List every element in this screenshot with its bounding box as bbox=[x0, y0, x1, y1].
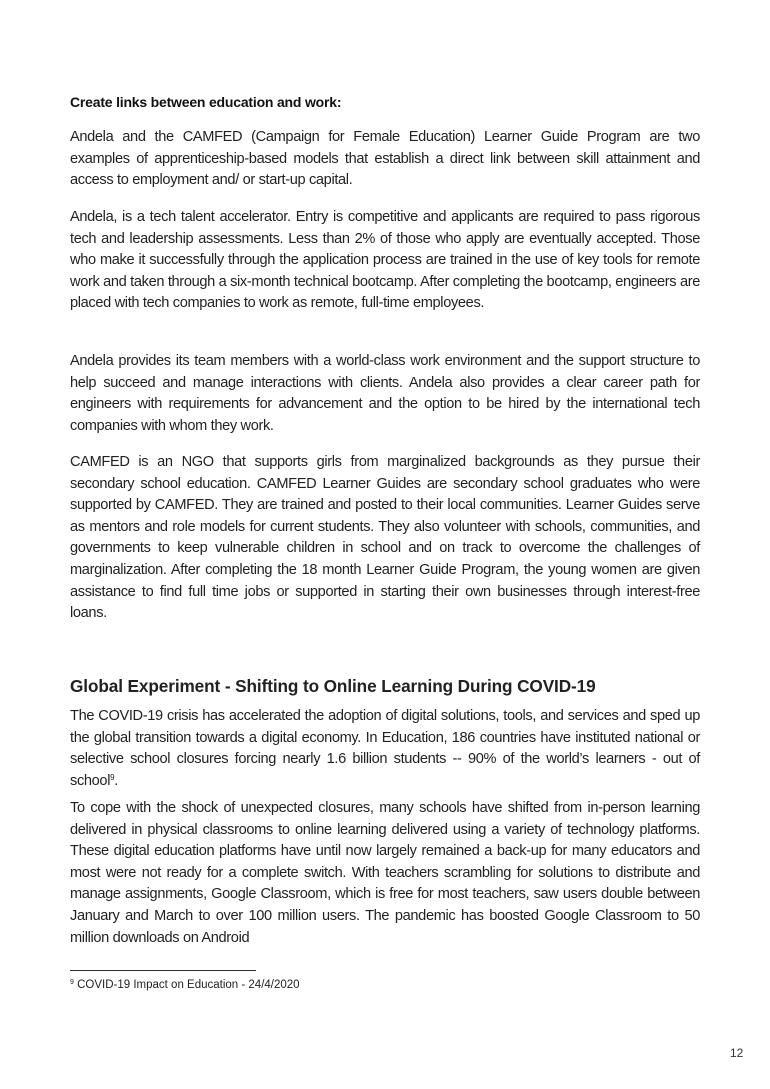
page-number: 12 bbox=[730, 1046, 744, 1060]
footnote-separator bbox=[70, 970, 256, 971]
paragraph-andela-environment: Andela provides its team members with a world-class work environment and the support structure to help succeed and manage interactions with clients. Andela also provides a clear career path for engineers with requirements for advancement and the option to be hired by the international tech companies with whom they work. bbox=[70, 353, 700, 434]
paragraph-covid-crisis bbox=[70, 706, 700, 792]
footnote-marker: 9 bbox=[70, 979, 74, 986]
section-heading-global-experiment: Global Experiment - Shifting to Online Learning During COVID-19 bbox=[70, 676, 596, 696]
paragraph-andela-accelerator: Andela, is a tech talent accelerator. Entry is competitive and applicants are required to pass rigorous tech and leadership assessments. Less than 2% of those who apply are eventually accepted. Those who make it successfully through the application process are trained in the use of key tools for remote work and taken through a six-month technical bootcamp. After completing the bootcamp, engineers are placed with tech companies to work as remote, full-time employees. bbox=[70, 209, 700, 312]
paragraph-covid-crisis-text: The COVID-19 crisis has accelerated the adoption of digital solutions, tools, and services and sped up the global transition towards a digital economy. In Education, 186 countries have instituted national or selective school closures forcing nearly 1.6 billion students -- 90% of the world’s learners - out of school bbox=[70, 708, 700, 789]
footnote-reference[interactable]: 9 bbox=[110, 772, 115, 782]
paragraph-andela-camfed-intro: Andela and the CAMFED (Campaign for Female Education) Learner Guide Program are two examples of apprenticeship-based models that establish a direct link between skill attainment and access to employment and/ or start-up capital. bbox=[70, 129, 700, 189]
footnote bbox=[70, 979, 300, 991]
section-heading-education-work: Create links between education and work: bbox=[70, 94, 342, 110]
paragraph-camfed: CAMFED is an NGO that supports girls from marginalized backgrounds as they pursue their secondary school education. CAMFED Learner Guides are secondary school graduates who were supported by CAMFED. They are trained and posted to their local communities. Learner Guides serve as mentors and role models for current students. They also volunteer with schools, communities, and governments to keep vulnerable children in school and on track to overcome the challenges of marginalization. After completing the 18 month Learner Guide Program, the young women are given assistance to find full time jobs or supported in starting their own businesses through interest-free loans. bbox=[70, 454, 700, 622]
paragraph-covid-crisis-end: . bbox=[114, 772, 118, 789]
footnote-text: COVID-19 Impact on Education - 24/4/2020 bbox=[73, 979, 300, 991]
paragraph-online-learning: To cope with the shock of unexpected closures, many schools have shifted from in-person learning delivered in physical classrooms to online learning delivered using a variety of technology platforms. These digital education platforms have until now largely remained a back-up for many educators and most were not ready for a complete switch. With teachers scrambling for solutions to distribute and manage assignments, Google Classroom, which is free for most teachers, saw users double between January and March to over 100 million users. The pandemic has boosted Google Classroom to 50 million downloads on Android bbox=[70, 800, 700, 946]
